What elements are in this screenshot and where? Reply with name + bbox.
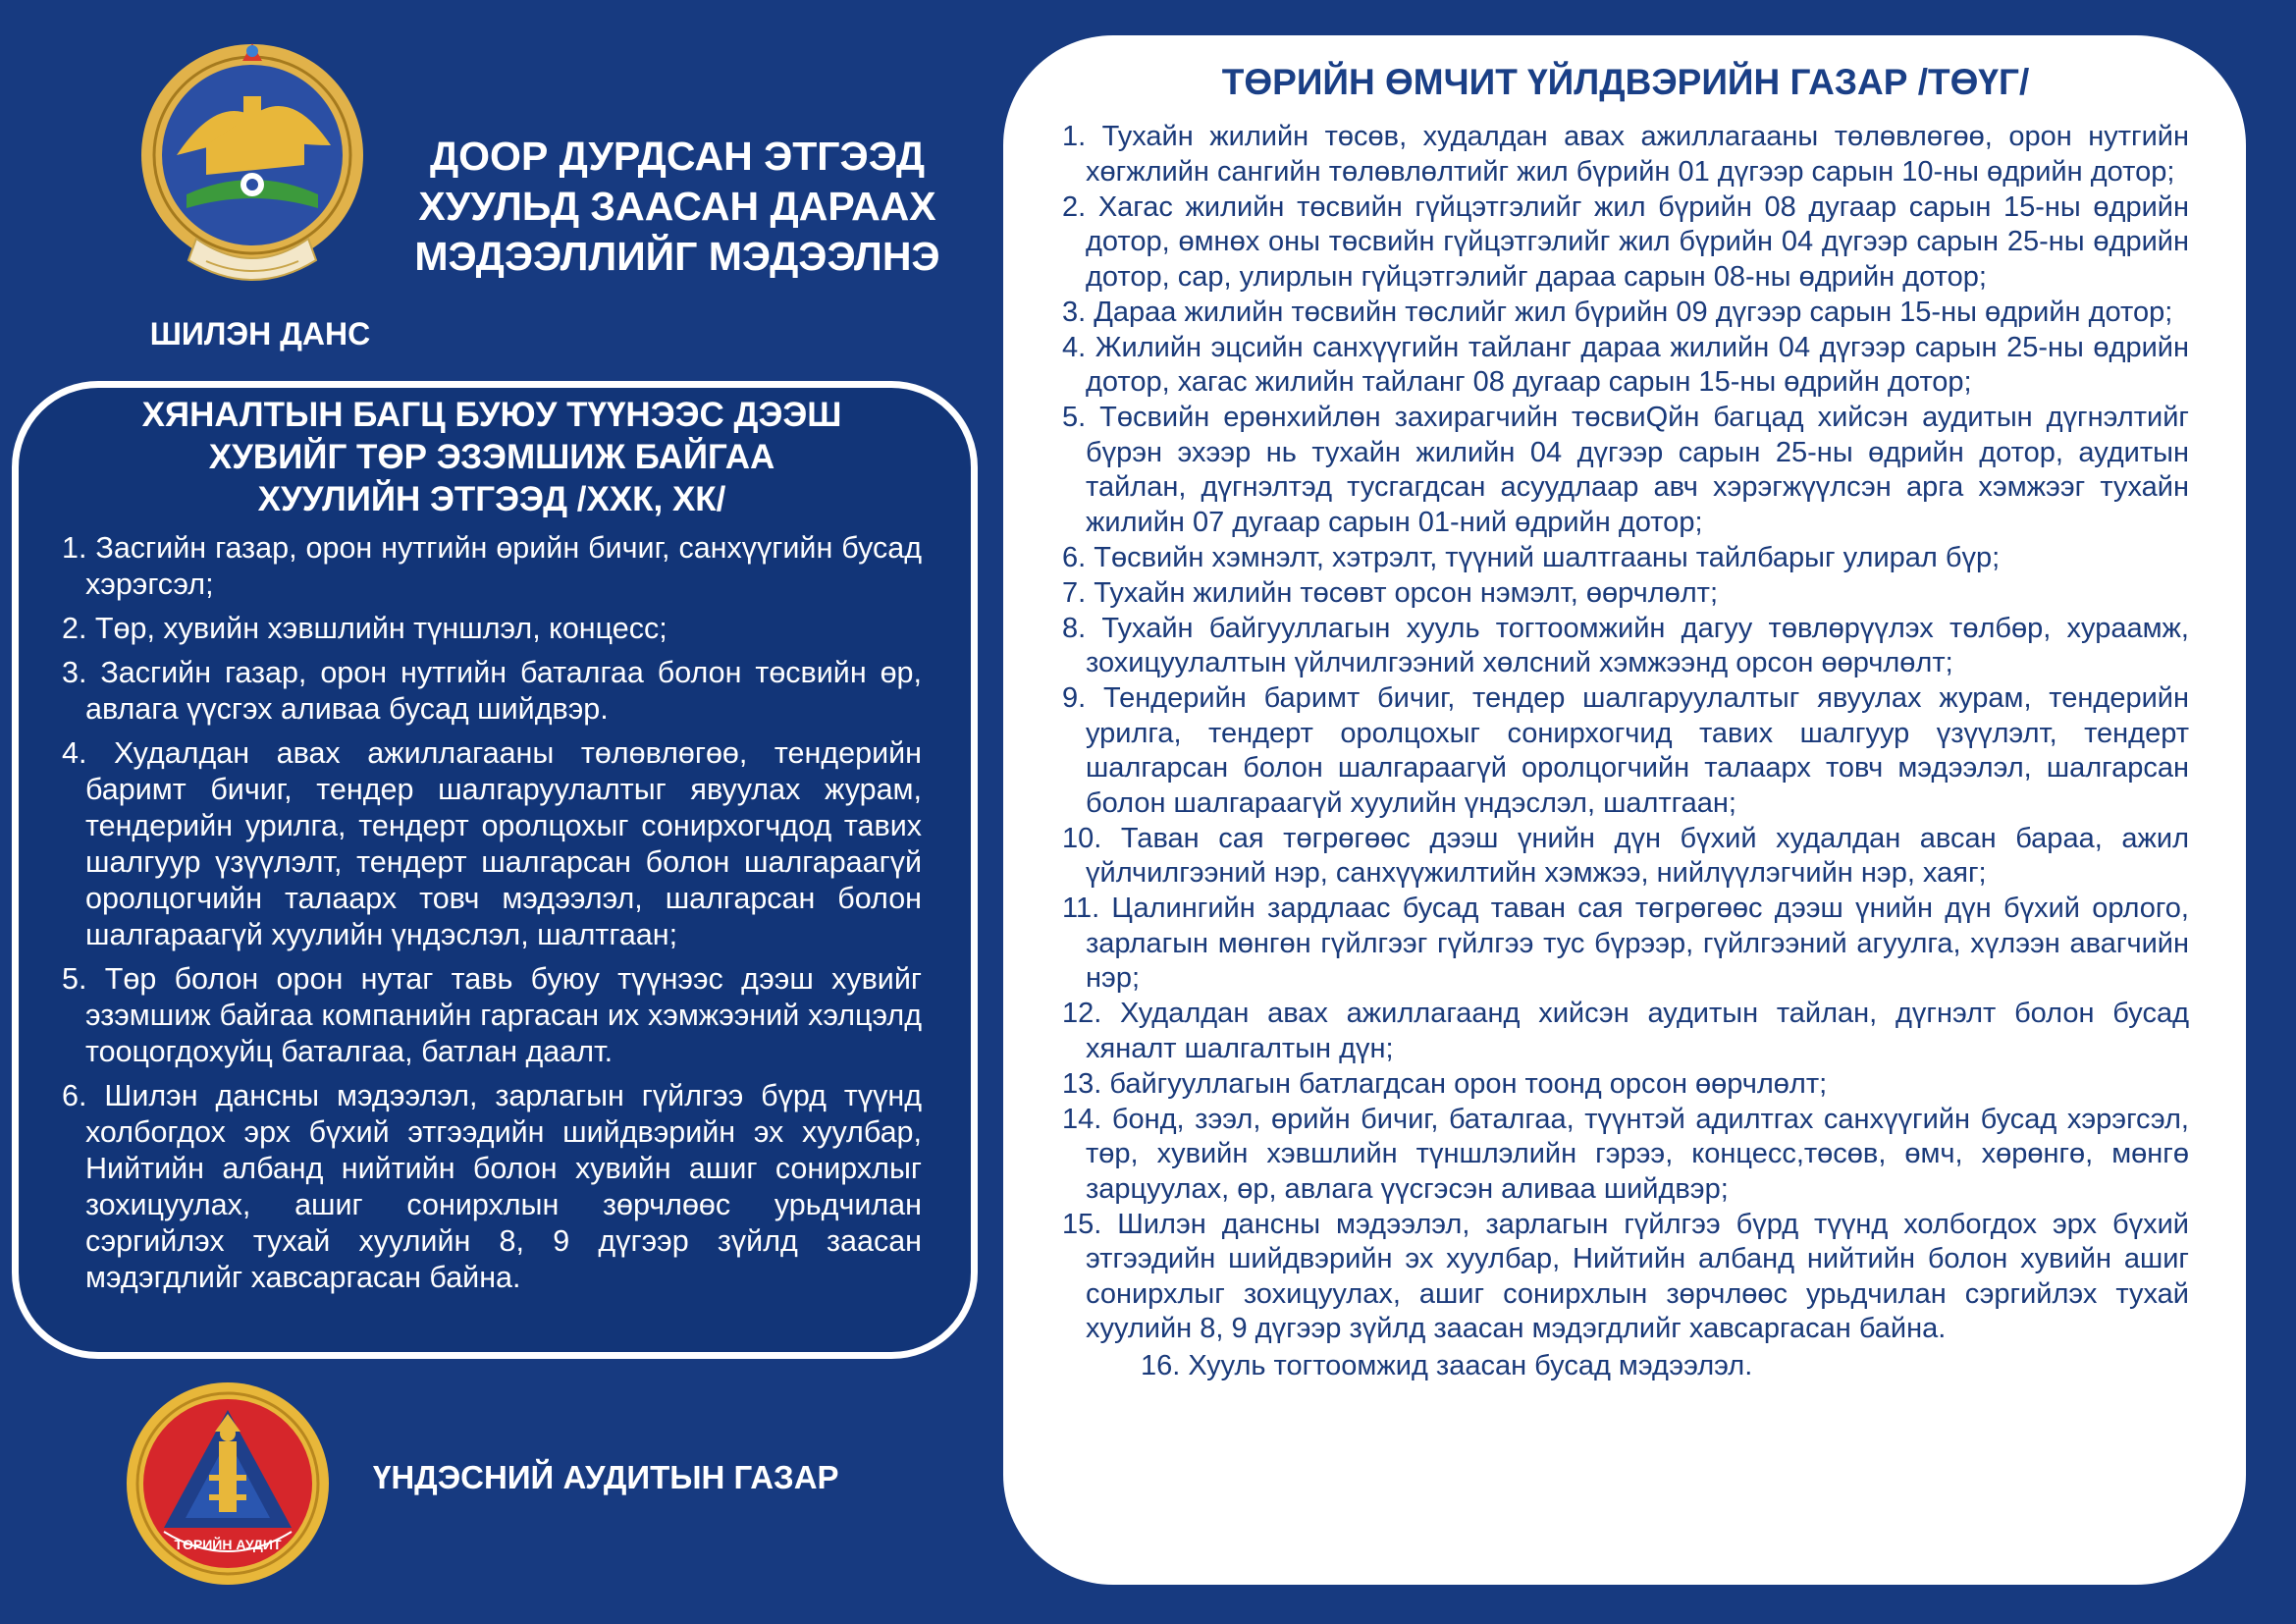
list-item: 14. бонд, зээл, өрийн бичиг, баталгаа, түүнтэй адилтгах санхүүгийн бусад хэрэгсэл, төр, хувийн хэвшлийн түншлэлийн гэрээ, концесс,төсөв, өмч, хөрөнгө, мөнгө зарцуулах, өр, авлага үүсгэсэн аливаа шийдвэр; bbox=[1062, 1103, 2189, 1205]
list-item: 16. Хууль тогтоомжид заасан бусад мэдээлэл. bbox=[1141, 1349, 1753, 1381]
list-item: 8. Тухайн байгууллагын хууль тогтоомжийн дагуу төвлөрүүлэх төлбөр, хураамж, зохицуулалтын үйлчилгээний хөлсний хэмжээнд орсон өөрчлөлт; bbox=[1062, 612, 2189, 678]
list-item: 13. байгууллагын батлагдсан орон тоонд орсон өөрчлөлт; bbox=[1062, 1067, 1828, 1100]
list-item: 5. Төсвийн ерөнхийлөн захирагчийн төсвиQйн багцад хийсэн аудитын дүгнэлтийг бүрэн эхээр нь тухайн жилийн 04 дүгээр сарын 25-ны өдрийн дотор, аудитын тайлан, дүгнэлтэд тусгагдсан асуудлаар авч хэрэгжүүлсэн арга хэмжээг тухайн жилийн 07 дугаар сарын 01-ний өдрийн дотор; bbox=[1062, 402, 2189, 538]
list-item: 6. Шилэн дансны мэдээлэл, зарлагын гүйлгээ бүрд түүнд холбогдох эрх бүхий этгээдийн шийдвэрийн эх хуулбар, Нийтийн албанд нийтийн болон хувийн ашиг сонирхлыг зохицуулах, ашиг сонирхлын зөрчлөөс урьдчилан сэргийлэх тухай хуулийн 8, 9 дүгээр зүйлд заасан мэдэгдлийг хавсаргасан байна. bbox=[62, 1079, 922, 1294]
list-item: 11. Цалингийн зардлаас бусад таван сая төгрөгөөс дээш үнийн дүн бүхий орлого, зарлагын мөнгөн гүйлгээг гүйлгээ тус бүрээр, гүйлгээний агуулга, хүлээн авагчийн нэр; bbox=[1062, 893, 2189, 994]
list-item: 1. Тухайн жилийн төсөв, худалдан авах ажиллагааны төлөвлөгөө, орон нутгийн хөгжлийн сангийн төлөвлөлтийг жил бүрийн 01 дүгээр сарын 10-ны өдрийн дотор; bbox=[1062, 121, 2189, 188]
list-item: 4. Худалдан авах ажиллагааны төлөвлөгөө, тендерийн баримт бичиг, тендер шалгаруулалтыг явуулах журам, тендерийн урилга, тендерт оролцохыг сонирхогчдод тавих шалгуур үзүүлэлт, тендерт шалгарсан болон шалгараагүй оролцогчийн талаарх товч мэдээлэл, шалгарсан болон шалгараагүй хуулийн үндэслэл, шалтгаан; bbox=[62, 736, 922, 951]
left-panel-list bbox=[62, 530, 922, 1296]
left-panel-title: ХЯНАЛТЫН БАГЦ БУЮУ ТҮҮНЭЭС ДЭЭШ ХУВИЙГ ТӨР ЭЗЭМШИЖ БАЙГАА ХУУЛИЙН ЭТГЭЭД /ХХК, ХК/ bbox=[141, 396, 842, 518]
headline: ДООР ДУРДСАН ЭТГЭЭД ХУУЛЬД ЗААСАН ДАРААХ МЭДЭЭЛЛИЙГ МЭДЭЭЛНЭ bbox=[414, 134, 940, 279]
logo-text: ТӨРИЙН АУДИТ bbox=[174, 1537, 282, 1552]
list-item: 3. Засгийн газар, орон нутгийн баталгаа болон төсвийн өр, авлага үүсгэх аливаа бусад шийдвэр. bbox=[62, 656, 922, 726]
list-item: 9. Тендерийн баримт бичиг, тендер шалгаруулалтыг явуулах журам, тендерийн урилга, тендерт оролцохыг сонирхогчид тавих шалгуур үзүүлэлт, тендерт шалгарсан болон шалгараагүй оролцогчийн талаарх товч мэдээлэл, шалгарсан болон шалгараагүй хуулийн үндэслэл, шалтгаан; bbox=[1062, 682, 2189, 819]
list-item: 10. Таван сая төгрөгөөс дээш үнийн дүн бүхий худалдан авсан бараа, ажил үйлчилгээний нэр, санхүүжилтийн хэмжээ, нийлүүлэгчийн нэр, хаяг; bbox=[1062, 822, 2189, 889]
list-item: 7. Тухайн жилийн төсөвт орсон нэмэлт, өөрчлөлт; bbox=[1062, 576, 1719, 609]
right-panel bbox=[1003, 35, 2246, 1585]
list-item: 3. Дараа жилийн төсвийн төслийг жил бүрийн 09 дүгээр сарын 15-ны өдрийн дотор; bbox=[1062, 296, 2173, 328]
list-item: 1. Засгийн газар, орон нутгийн өрийн бичиг, санхүүгийн бусад хэрэгсэл; bbox=[62, 531, 922, 601]
audit-office-title: ҮНДЭСНИЙ АУДИТЫН ГАЗАР bbox=[373, 1459, 839, 1495]
right-panel-list bbox=[1062, 120, 2189, 1383]
list-item: 15. Шилэн дансны мэдээлэл, зарлагын гүйлгээ бүрд түүнд холбогдох эрх бүхий этгээдийн шийдвэрийн эх хуулбар, Нийтийн албанд нийтийн болон хувийн ашиг сонирхлыг зохицуулах, ашиг сонирхлын зөрчлөөс урьдчилан сэргийлэх тухай хуулийн 8, 9 дүгээр зүйлд заасан мэдэгдлийг хавсаргасан байна. bbox=[1062, 1208, 2189, 1344]
list-item: 5. Төр болон орон нутаг тавь буюу түүнээс дээш хувийг эзэмшиж байгаа компанийн гаргасан их хэмжээний хэлцэлд тооцогдохуйц баталгаа, батлан даалт. bbox=[62, 962, 922, 1068]
list-item: 2. Төр, хувийн хэвшлийн түншлэл, концесс; bbox=[62, 612, 667, 645]
list-item: 2. Хагас жилийн төсвийн гүйцэтгэлийг жил бүрийн 08 дугаар сарын 15-ны өдрийн дотор, өмнөх оны төсвийн гүйцэтгэлийг жил бүрийн 04 дүгээр сарын 25-ны өдрийн дотор, сар, улирлын гүйцэтгэлийг дараа сарын 08-ны өдрийн дотор; bbox=[1062, 190, 2189, 293]
right-panel-title: ТӨРИЙН ӨМЧИТ ҮЙЛДВЭРИЙН ГАЗАР /ТӨҮГ/ bbox=[1221, 62, 2030, 102]
list-item: 4. Жилийн эцсийн санхүүгийн тайланг дараа жилийн 04 дүгээр сарын 25-ны өдрийн дотор, хагас жилийн тайланг 08 дугаар сарын 15-ны өдрийн дотор; bbox=[1062, 331, 2189, 398]
left-panel bbox=[12, 381, 978, 1359]
shilen-dans-title: ШИЛЭН ДАНС bbox=[149, 316, 371, 352]
list-item: 12. Худалдан авах ажиллагаанд хийсэн аудитын тайлан, дүгнэлт болон бусад хяналт шалгалтын дүн; bbox=[1062, 998, 2189, 1064]
mongolia-state-emblem-icon bbox=[137, 37, 367, 295]
national-audit-office-logo-icon bbox=[125, 1380, 331, 1587]
list-item: 6. Төсвийн хэмнэлт, хэтрэлт, түүний шалтгааны тайлбарыг улирал бүр; bbox=[1062, 541, 2001, 573]
